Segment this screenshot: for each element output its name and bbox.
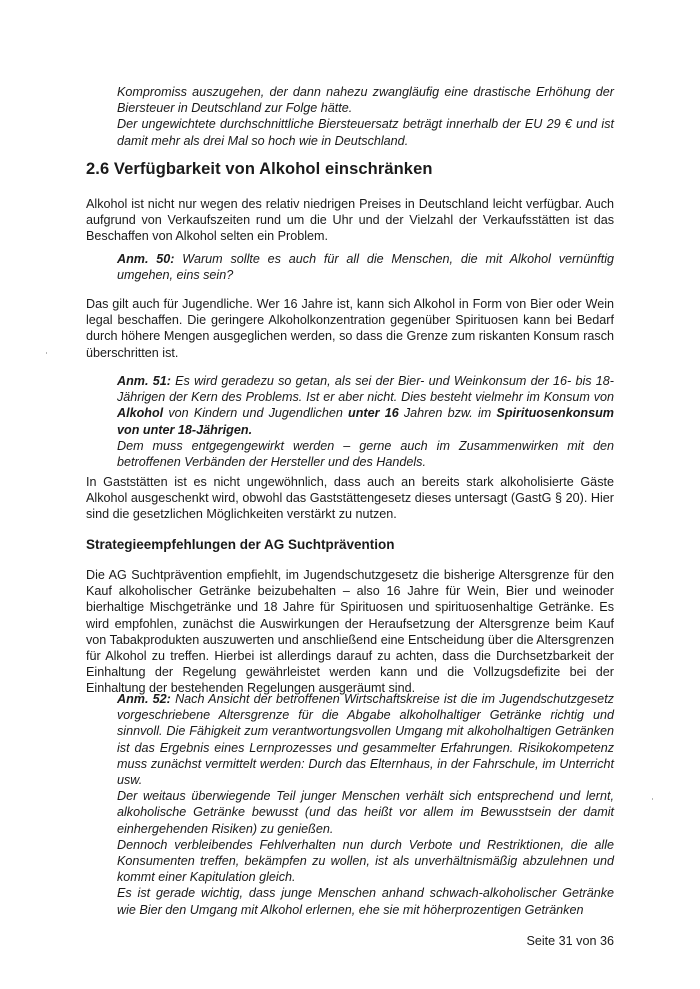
annotation-body [117,373,614,438]
emphasis: unter 16 [348,406,399,421]
annotation-51 [117,373,614,470]
section-heading: 2.6 Verfügbarkeit von Alkohol einschränken [86,160,433,178]
annotation-body: Es ist gerade wichtig, dass junge Menschen anhand schwach-alkoholischer Getränke wie Bier den Umgang mit Alkohol erlernen, ehe sie mit höherprozentigen Getränken [117,886,614,917]
annotation-line: Kompromiss auszugehen, der dann nahezu zwangläufig eine drastische Erhöhung der Biersteuer in Deutschland zur Folge hätte. [117,85,614,116]
scan-speck [652,798,653,800]
annotation-50 [117,251,614,283]
annotation-text: Jahren bzw. im [398,406,497,421]
annotation-label: Anm. 50: [117,252,175,266]
annotation-body [117,691,614,788]
annotation-text: Warum sollte es auch für all die Menschen, die mit Alkohol vernünftig umgehen, eins sein? [117,252,614,283]
paragraph: Alkohol ist nicht nur wegen des relativ niedrigen Preises in Deutschland leicht verfügbar. Auch aufgrund von Verkaufszeiten rund um die Uhr und der Vielzahl der Verkaufsstätten ist das Beschaffen von Alkohol selten ein Problem. [86,197,614,244]
annotation-52 [117,691,614,918]
annotation-text: Nach Ansicht der betroffenen Wirtschaftskreise ist die im Jugendschutzgesetz vorgeschriebene Altersgrenze für die Abgabe alkoholhaltiger Getränke richtig und sinnvoll. Die Fähigkeit zum verantwortungsvollen Umgang mit alkoholhaltigen Getränken ist das Ergebnis eines Lernprozesses und gesammelter Erfahrungen. Risikokompetenz muss zunächst vermittelt werden: Durch das Elternhaus, in der Fahrschule, im Unterricht usw. [117,692,614,788]
annotation-text: Es wird geradezu so getan, als sei der Bier- und Weinkonsum der 16- bis 18-Jährigen der Kern des Problems. Ist er aber nicht. Dies besteht vielmehr im Konsum von [117,374,614,405]
page-number: Seite 31 von 36 [526,934,614,948]
annotation-label: Anm. 52: [117,692,171,706]
emphasis: Alkohol [117,406,164,421]
annotation-body: Dennoch verbleibendes Fehlverhalten nun durch Verbote und Restriktionen, die alle Konsumenten treffen, bekämpfen zu wollen, ist als unverhältnismäßig abzulehnen und kommt einer Kapitulation gleich. [117,837,614,885]
subsection-heading: Strategieempfehlungen der AG Suchtprävention [86,537,395,552]
paragraph: Die AG Suchtprävention empfiehlt, im Jugendschutzgesetz die bisherige Altersgrenze für den Kauf alkoholischer Getränke beizubehalten – also 16 Jahre für Wein, Bier und weinoder bierhaltige Mischgetränke und 18 Jahre für Spirituosen und spirituosenhaltige Getränke. Es wird empfohlen, zunächst die Auswirkungen der Heraufsetzung der Altersgrenze beim Kauf von Tabakprodukten auszuwerten und anschließend eine Entscheidung über die Altersgrenzen für Alkohol zu treffen. Hierbei ist allerdings darauf zu achten, dass die Durchsetzbarkeit der Einhaltung der Regelung gewährleistet werden kann und die Vollzugsdefizite bei der Einhaltung der bestehenden Regelungen ausgeräumt sind. [86,568,614,696]
paragraph: In Gaststätten ist es nicht ungewöhnlich, dass auch an bereits stark alkoholisierte Gäste Alkohol ausgeschenkt wird, obwohl das Gaststättengesetz dieses untersagt (GastG § 20). Hier sind die gesetzlichen Möglichkeiten verstärkt zu nutzen. [86,475,614,522]
annotation-text: von Kindern und Jugendlichen [163,406,349,421]
annotation-body: Dem muss entgegengewirkt werden – gerne auch im Zusammenwirken mit den betroffenen Verbänden der Hersteller und des Handels. [117,438,614,470]
continued-annotation [117,84,614,149]
annotation-body: Der weitaus überwiegende Teil junger Menschen verhält sich entsprechend und lernt, alkoholische Getränke bewusst (und das heißt vor allem im Bewusstsein der damit einhergehenden Risiken) zu genießen. [117,789,614,836]
scan-speck [46,352,47,354]
paragraph: Das gilt auch für Jugendliche. Wer 16 Jahre ist, kann sich Alkohol in Form von Bier oder Wein legal beschaffen. Die geringere Alkoholkonzentration gegenüber Spirituosen kann bei Bedarf durch höhere Mengen ausgeglichen werden, so dass die Grenze zum riskanten Konsum rasch überschritten ist. [86,297,614,360]
emphasis: Spirituosenkonsum von unter 18-Jährigen. [117,406,614,437]
annotation-label: Anm. 51: [117,374,171,388]
annotation-line: Der ungewichtete durchschnittliche Biersteuersatz beträgt innerhalb der EU 29 € und ist damit mehr als drei Mal so hoch wie in Deutschland. [117,117,614,148]
